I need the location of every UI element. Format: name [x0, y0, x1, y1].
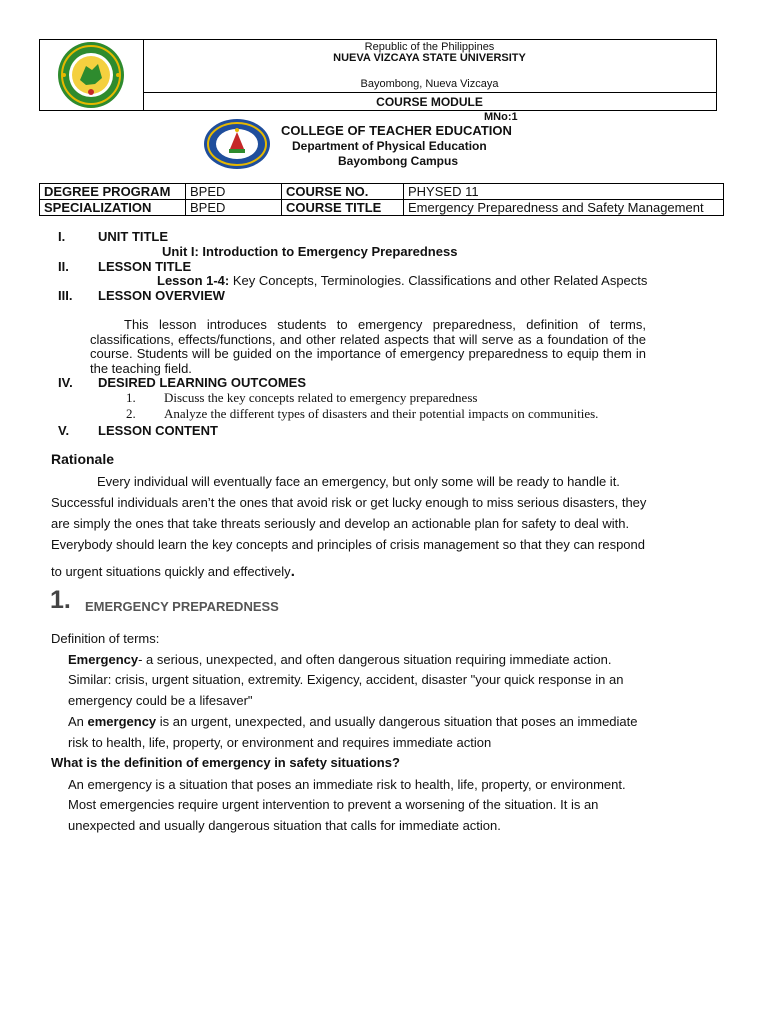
specialization-label: SPECIALIZATION	[40, 200, 186, 216]
course-info-table	[39, 183, 724, 216]
degree-program-label: DEGREE PROGRAM	[40, 184, 186, 200]
similar-terms-line: emergency could be a lifesaver"	[68, 693, 253, 708]
rationale-period: .	[290, 563, 295, 580]
course-title-value: Emergency Preparedness and Safety Management	[404, 200, 724, 216]
header-titles	[143, 40, 716, 92]
college-seal-icon	[203, 118, 271, 170]
section-number: III.	[58, 288, 73, 303]
university-name: NUEVA VIZCAYA STATE UNIVERSITY	[333, 52, 526, 64]
definition-heading: Definition of terms:	[51, 631, 160, 646]
rationale-heading: Rationale	[51, 451, 115, 467]
section-title-unit: UNIT TITLE	[98, 229, 169, 244]
course-title-label: COURSE TITLE	[282, 200, 404, 216]
lesson-title	[157, 273, 647, 288]
rationale-line: Everybody should learn the key concepts and principles of crisis management so that they can respond	[51, 537, 646, 552]
unit-title: Unit I: Introduction to Emergency Preparedness	[162, 244, 458, 259]
course-no-label: COURSE NO.	[282, 184, 404, 200]
definition-term: Emergency	[68, 652, 139, 667]
rationale-line: Every individual will eventually face an emergency, but only some will be ready to handle it.	[97, 474, 620, 489]
answer-line: unexpected and usually dangerous situation that calls for immediate action.	[68, 818, 501, 833]
section-title-content: LESSON CONTENT	[98, 423, 218, 438]
definition-term: emergency	[87, 714, 157, 729]
degree-program-value: BPED	[186, 184, 282, 200]
definition-2	[68, 714, 637, 729]
module-number: MNo:1	[484, 111, 518, 123]
topic-title: EMERGENCY PREPAREDNESS	[85, 599, 279, 614]
outcome-number: 2.	[126, 406, 136, 421]
definition-1	[68, 652, 611, 667]
specialization-value: BPED	[186, 200, 282, 216]
lesson-text: Key Concepts, Terminologies. Classifications and other Related Aspects	[229, 273, 648, 288]
section-number: I.	[58, 229, 66, 244]
header-box	[39, 39, 717, 111]
section-number: II.	[58, 259, 69, 274]
similar-terms-line: Similar: crisis, urgent situation, extremity. Exigency, accident, disaster "your quick response in an	[68, 672, 624, 687]
section-title-overview: LESSON OVERVIEW	[98, 288, 225, 303]
definition-2-line2: risk to health, life, property, or environment and requires immediate action	[68, 735, 492, 750]
definition-text: is an urgent, unexpected, and usually dangerous situation that poses an immediate	[156, 714, 638, 729]
rationale-line: Successful individuals aren’t the ones that avoid risk or get lucky enough to miss serious disasters, they	[51, 495, 647, 510]
campus-name: Bayombong Campus	[338, 154, 459, 168]
table-row	[40, 200, 724, 216]
course-no-value: PHYSED 11	[404, 184, 724, 200]
department-name: Department of Physical Education	[292, 139, 487, 153]
rationale-line	[51, 563, 295, 580]
college-name: COLLEGE OF TEACHER EDUCATION	[281, 123, 512, 138]
answer-line: Most emergencies require urgent intervention to prevent a worsening of the situation. It is an	[68, 797, 599, 812]
location-text: Bayombong, Nueva Vizcaya	[360, 78, 499, 90]
rationale-line: are simply the ones that take threats seriously and develop an actionable plan for safety to deal with.	[51, 516, 630, 531]
lesson-overview-paragraph: This lesson introduces students to emergency preparedness, definition of terms, classifications, effects/functions, and other related aspects that will serve as a foundation of the course. Students will be guided on the importance of emergency preparedness to equip them in the teaching field.	[90, 317, 646, 376]
outcome-number: 1.	[126, 390, 136, 405]
section-number: IV.	[58, 375, 73, 390]
course-module-label: COURSE MODULE	[143, 92, 716, 111]
rationale-line-text: to urgent situations quickly and effectively	[51, 564, 291, 579]
definition-prefix: An	[68, 714, 88, 729]
section-title-lesson: LESSON TITLE	[98, 259, 192, 274]
outcome-1: Discuss the key concepts related to emergency preparedness	[164, 390, 478, 405]
university-seal-icon	[40, 40, 143, 110]
lesson-label: Lesson 1-4:	[157, 273, 230, 288]
outcome-2: Analyze the different types of disasters and their potential impacts on communities.	[164, 406, 599, 421]
country-text: Republic of the Philippines	[364, 41, 495, 53]
section-title-outcomes: DESIRED LEARNING OUTCOMES	[98, 375, 307, 390]
answer-line: An emergency is a situation that poses an immediate risk to health, life, property, or environment.	[68, 777, 626, 792]
topic-number: 1.	[50, 586, 71, 614]
definition-text: - a serious, unexpected, and often dangerous situation requiring immediate action.	[138, 652, 612, 667]
table-row	[40, 184, 724, 200]
question-heading: What is the definition of emergency in safety situations?	[51, 755, 400, 770]
university-logo-cell	[40, 40, 144, 110]
section-number: V.	[58, 423, 70, 438]
